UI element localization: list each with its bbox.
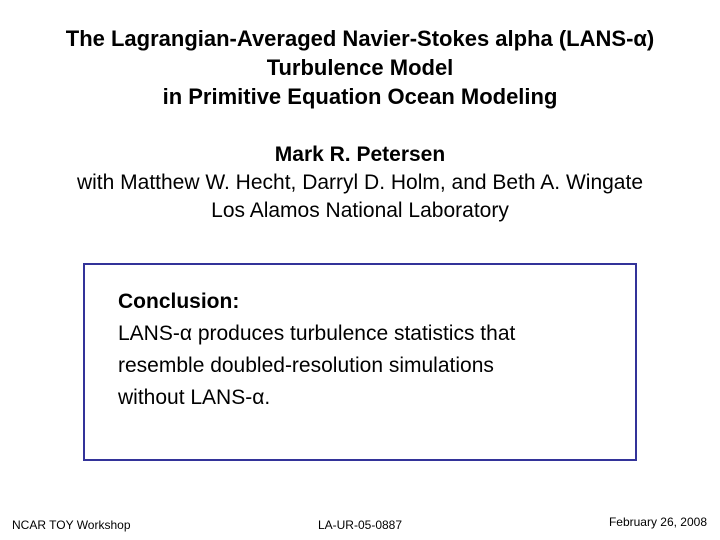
slide-title	[0, 24, 720, 111]
conclusion-heading: Conclusion:	[118, 290, 240, 313]
slide-footer	[0, 515, 720, 535]
conclusion-box	[83, 263, 637, 461]
conclusion-line-2: resemble doubled-resolution simulations	[118, 354, 494, 377]
footer-report-number: LA-UR-05-0887	[317, 518, 403, 532]
author-block	[0, 141, 720, 225]
title-line-1: The Lagrangian-Averaged Navier-Stokes alpha (LANS-α)	[65, 26, 655, 51]
presenter-name: Mark R. Petersen	[274, 143, 446, 166]
affiliation: Los Alamos National Laboratory	[211, 199, 509, 222]
title-line-2: Turbulence Model	[266, 55, 454, 80]
title-line-3: in Primitive Equation Ocean Modeling	[162, 84, 558, 109]
footer-workshop: NCAR TOY Workshop	[12, 518, 131, 532]
footer-date: February 26, 2008	[608, 515, 707, 529]
conclusion-line-3: without LANS-α.	[118, 386, 271, 409]
conclusion-line-1: LANS-α produces turbulence statistics that	[118, 322, 516, 345]
coauthors: with Matthew W. Hecht, Darryl D. Holm, and Beth A. Wingate	[76, 171, 644, 194]
